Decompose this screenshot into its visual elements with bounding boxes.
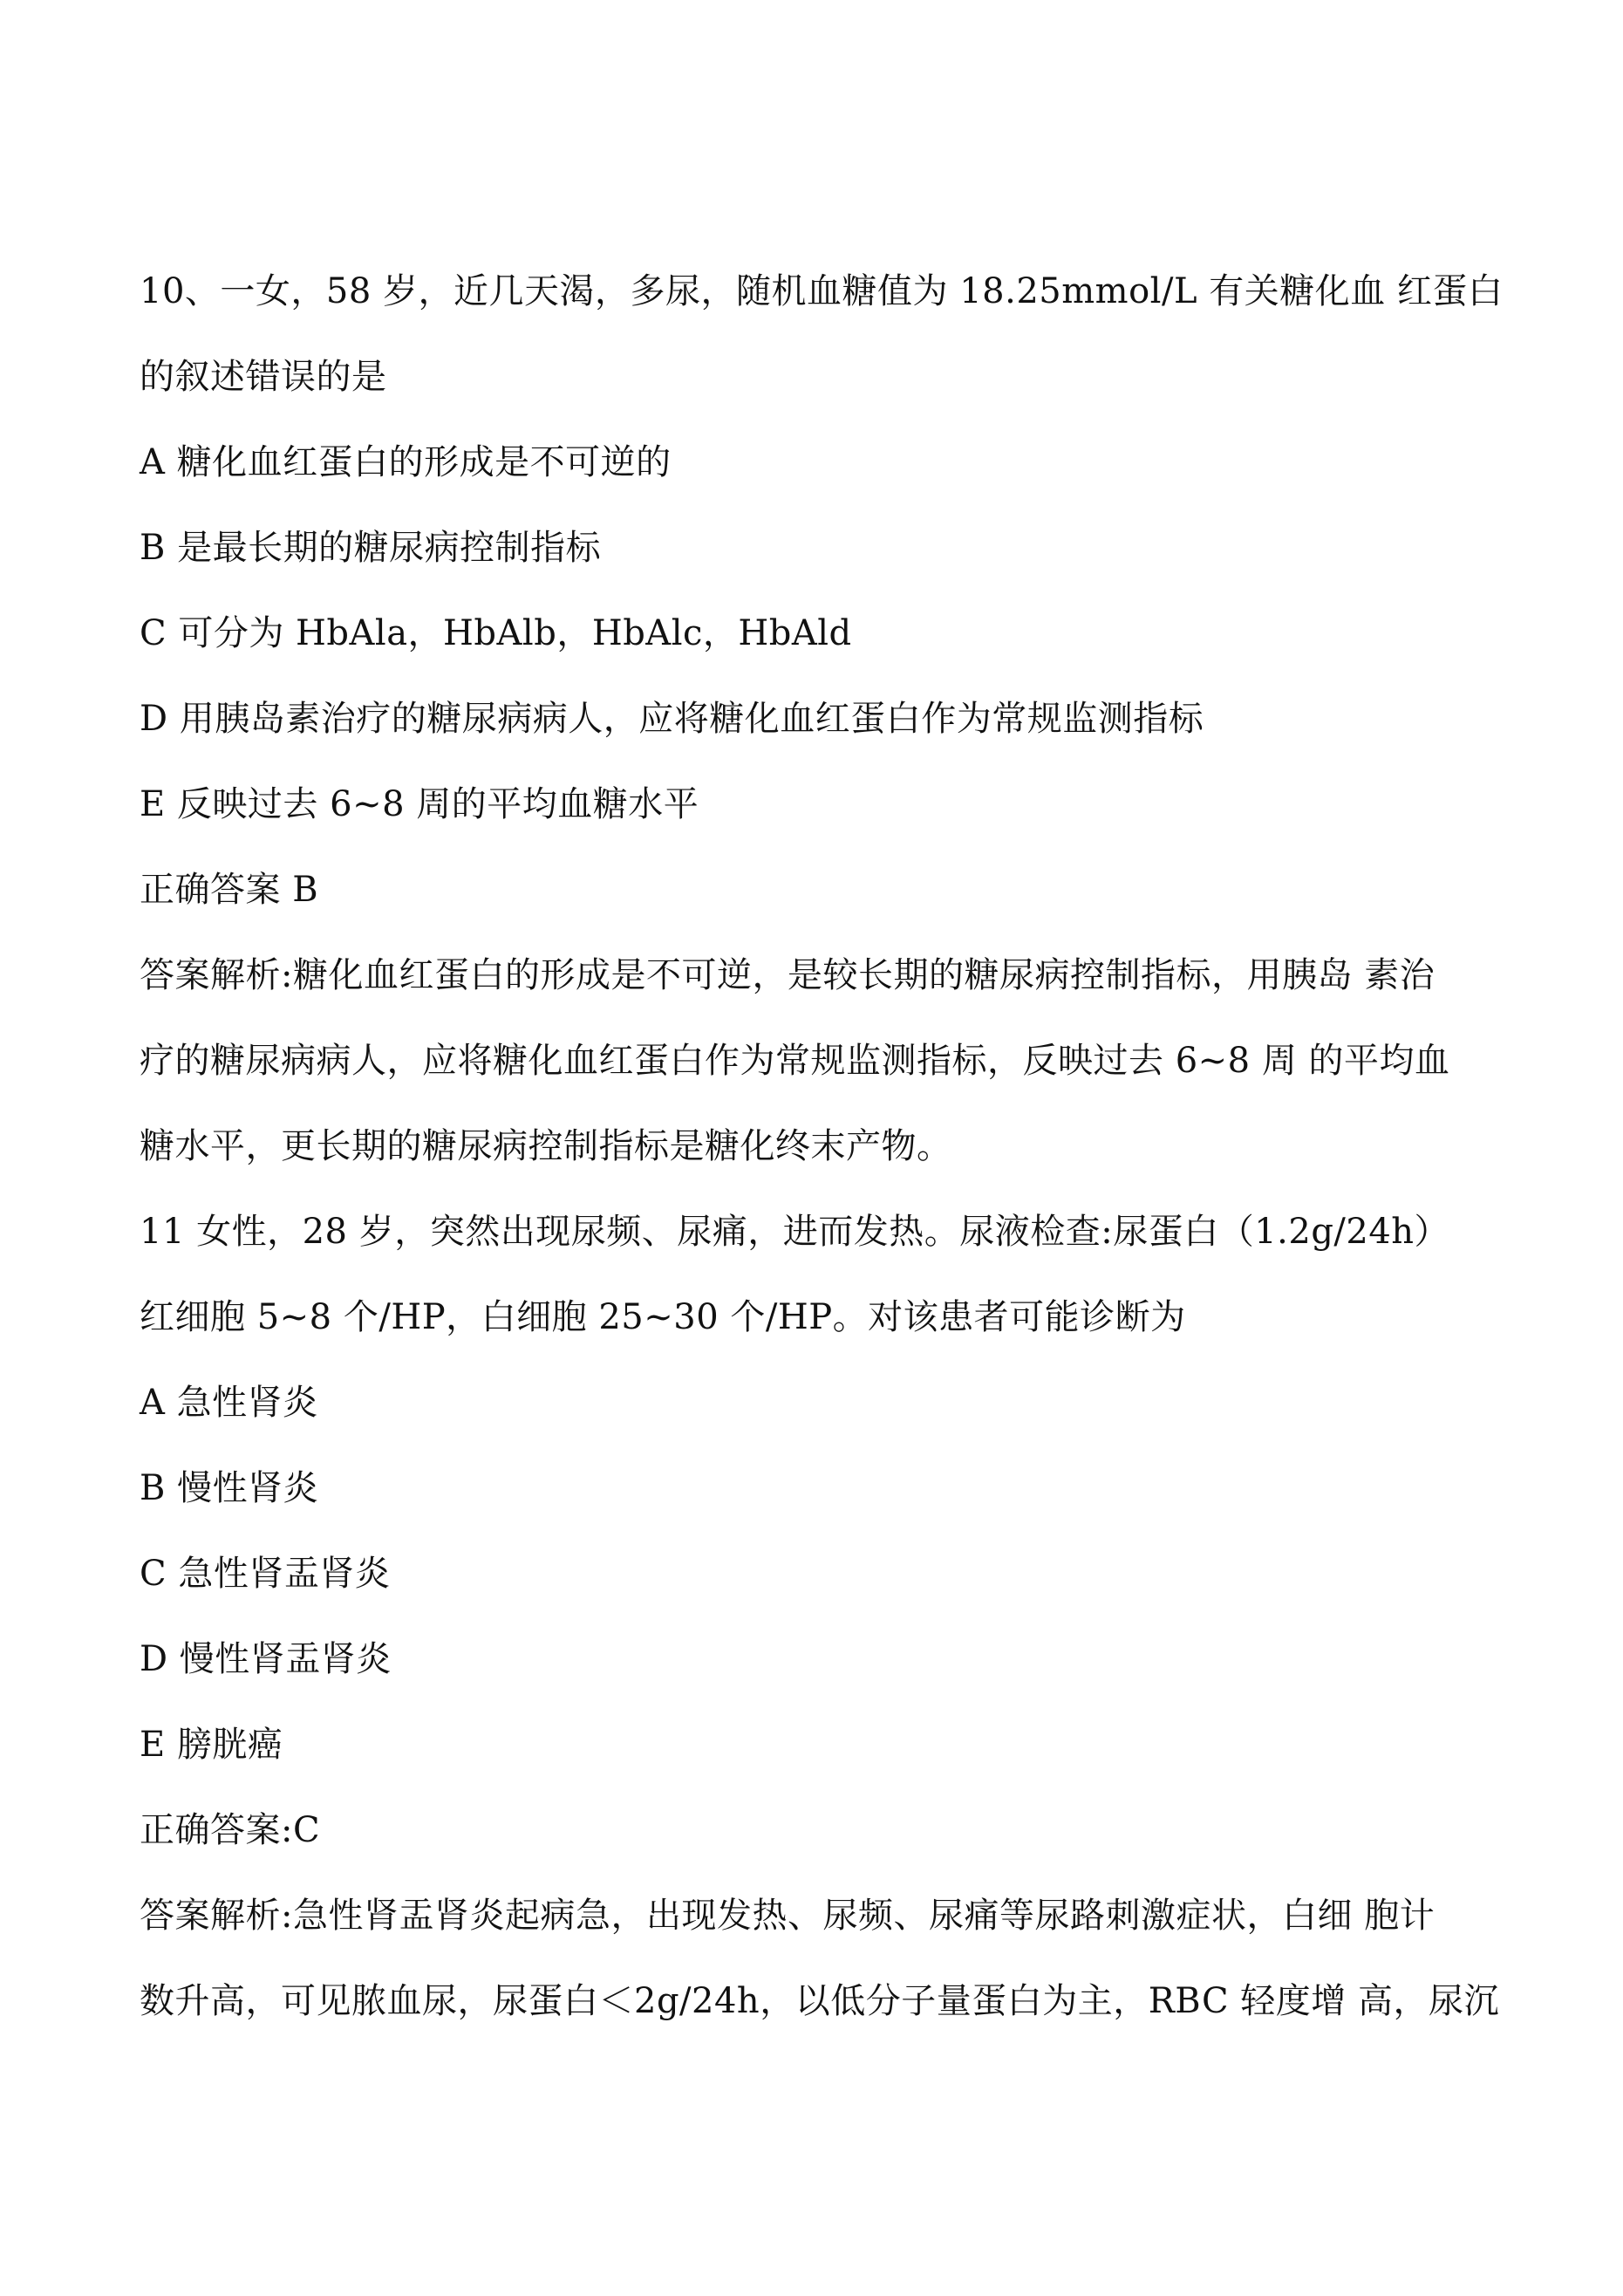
question-11-option-b: B 慢性肾炎: [140, 1468, 319, 1508]
question-11-explanation-line-2: 数升高，可见脓血尿，尿蛋白＜2g/24h，以低分子量蛋白为主，RBC 轻度增 高，尿沉: [140, 1981, 1499, 2021]
question-10-option-b: B 是最长期的糖尿病控制指标: [140, 528, 602, 568]
question-11-stem-line-2: 红细胞 5~8 个/HP，白细胞 25~30 个/HP。对该患者可能诊断为: [140, 1297, 1186, 1337]
question-10-correct-answer: 正确答案 B: [140, 870, 319, 910]
question-10-stem-line-2: 的叙述错误的是: [140, 357, 387, 397]
question-11-option-e: E 膀胱癌: [140, 1725, 283, 1765]
question-10-option-a: A 糖化血红蛋白的形成是不可逆的: [140, 442, 672, 482]
question-10-option-e: E 反映过去 6~8 周的平均血糖水平: [140, 784, 699, 824]
question-11-explanation-line-1: 答案解析:急性肾盂肾炎起病急，出现发热、尿频、尿痛等尿路刺激症状，白细 胞计: [140, 1896, 1435, 1936]
document-body: [140, 249, 1504, 2044]
question-10-explanation-line-2: 疗的糖尿病病人，应将糖化血红蛋白作为常规监测指标，反映过去 6~8 周 的平均血: [140, 1041, 1450, 1081]
question-11-correct-answer: 正确答案:C: [140, 1810, 321, 1850]
question-11-option-c: C 急性肾盂肾炎: [140, 1554, 391, 1594]
question-10-explanation-line-3: 糖水平，更长期的糖尿病控制指标是糖化终末产物。: [140, 1126, 952, 1166]
question-10-stem-line-1: 10、一女，58 岁，近几天渴，多尿，随机血糖值为 18.25mmol/L 有关糖化血 红蛋白: [140, 271, 1504, 311]
question-11-option-d: D 慢性肾盂肾炎: [140, 1639, 392, 1679]
question-10-explanation-line-1: 答案解析:糖化血红蛋白的形成是不可逆，是较长期的糖尿病控制指标，用胰岛 素治: [140, 955, 1435, 995]
question-11-option-a: A 急性肾炎: [140, 1383, 318, 1423]
question-10-option-c: C 可分为 HbAla，HbAlb，HbAlc，HbAld: [140, 613, 852, 653]
question-11-stem-line-1: 11 女性，28 岁，突然出现尿频、尿痛，进而发热。尿液检查:尿蛋白（1.2g/24h）: [140, 1212, 1450, 1252]
question-10-option-d: D 用胰岛素治疗的糖尿病病人，应将糖化血红蛋白作为常规监测指标: [140, 699, 1204, 739]
